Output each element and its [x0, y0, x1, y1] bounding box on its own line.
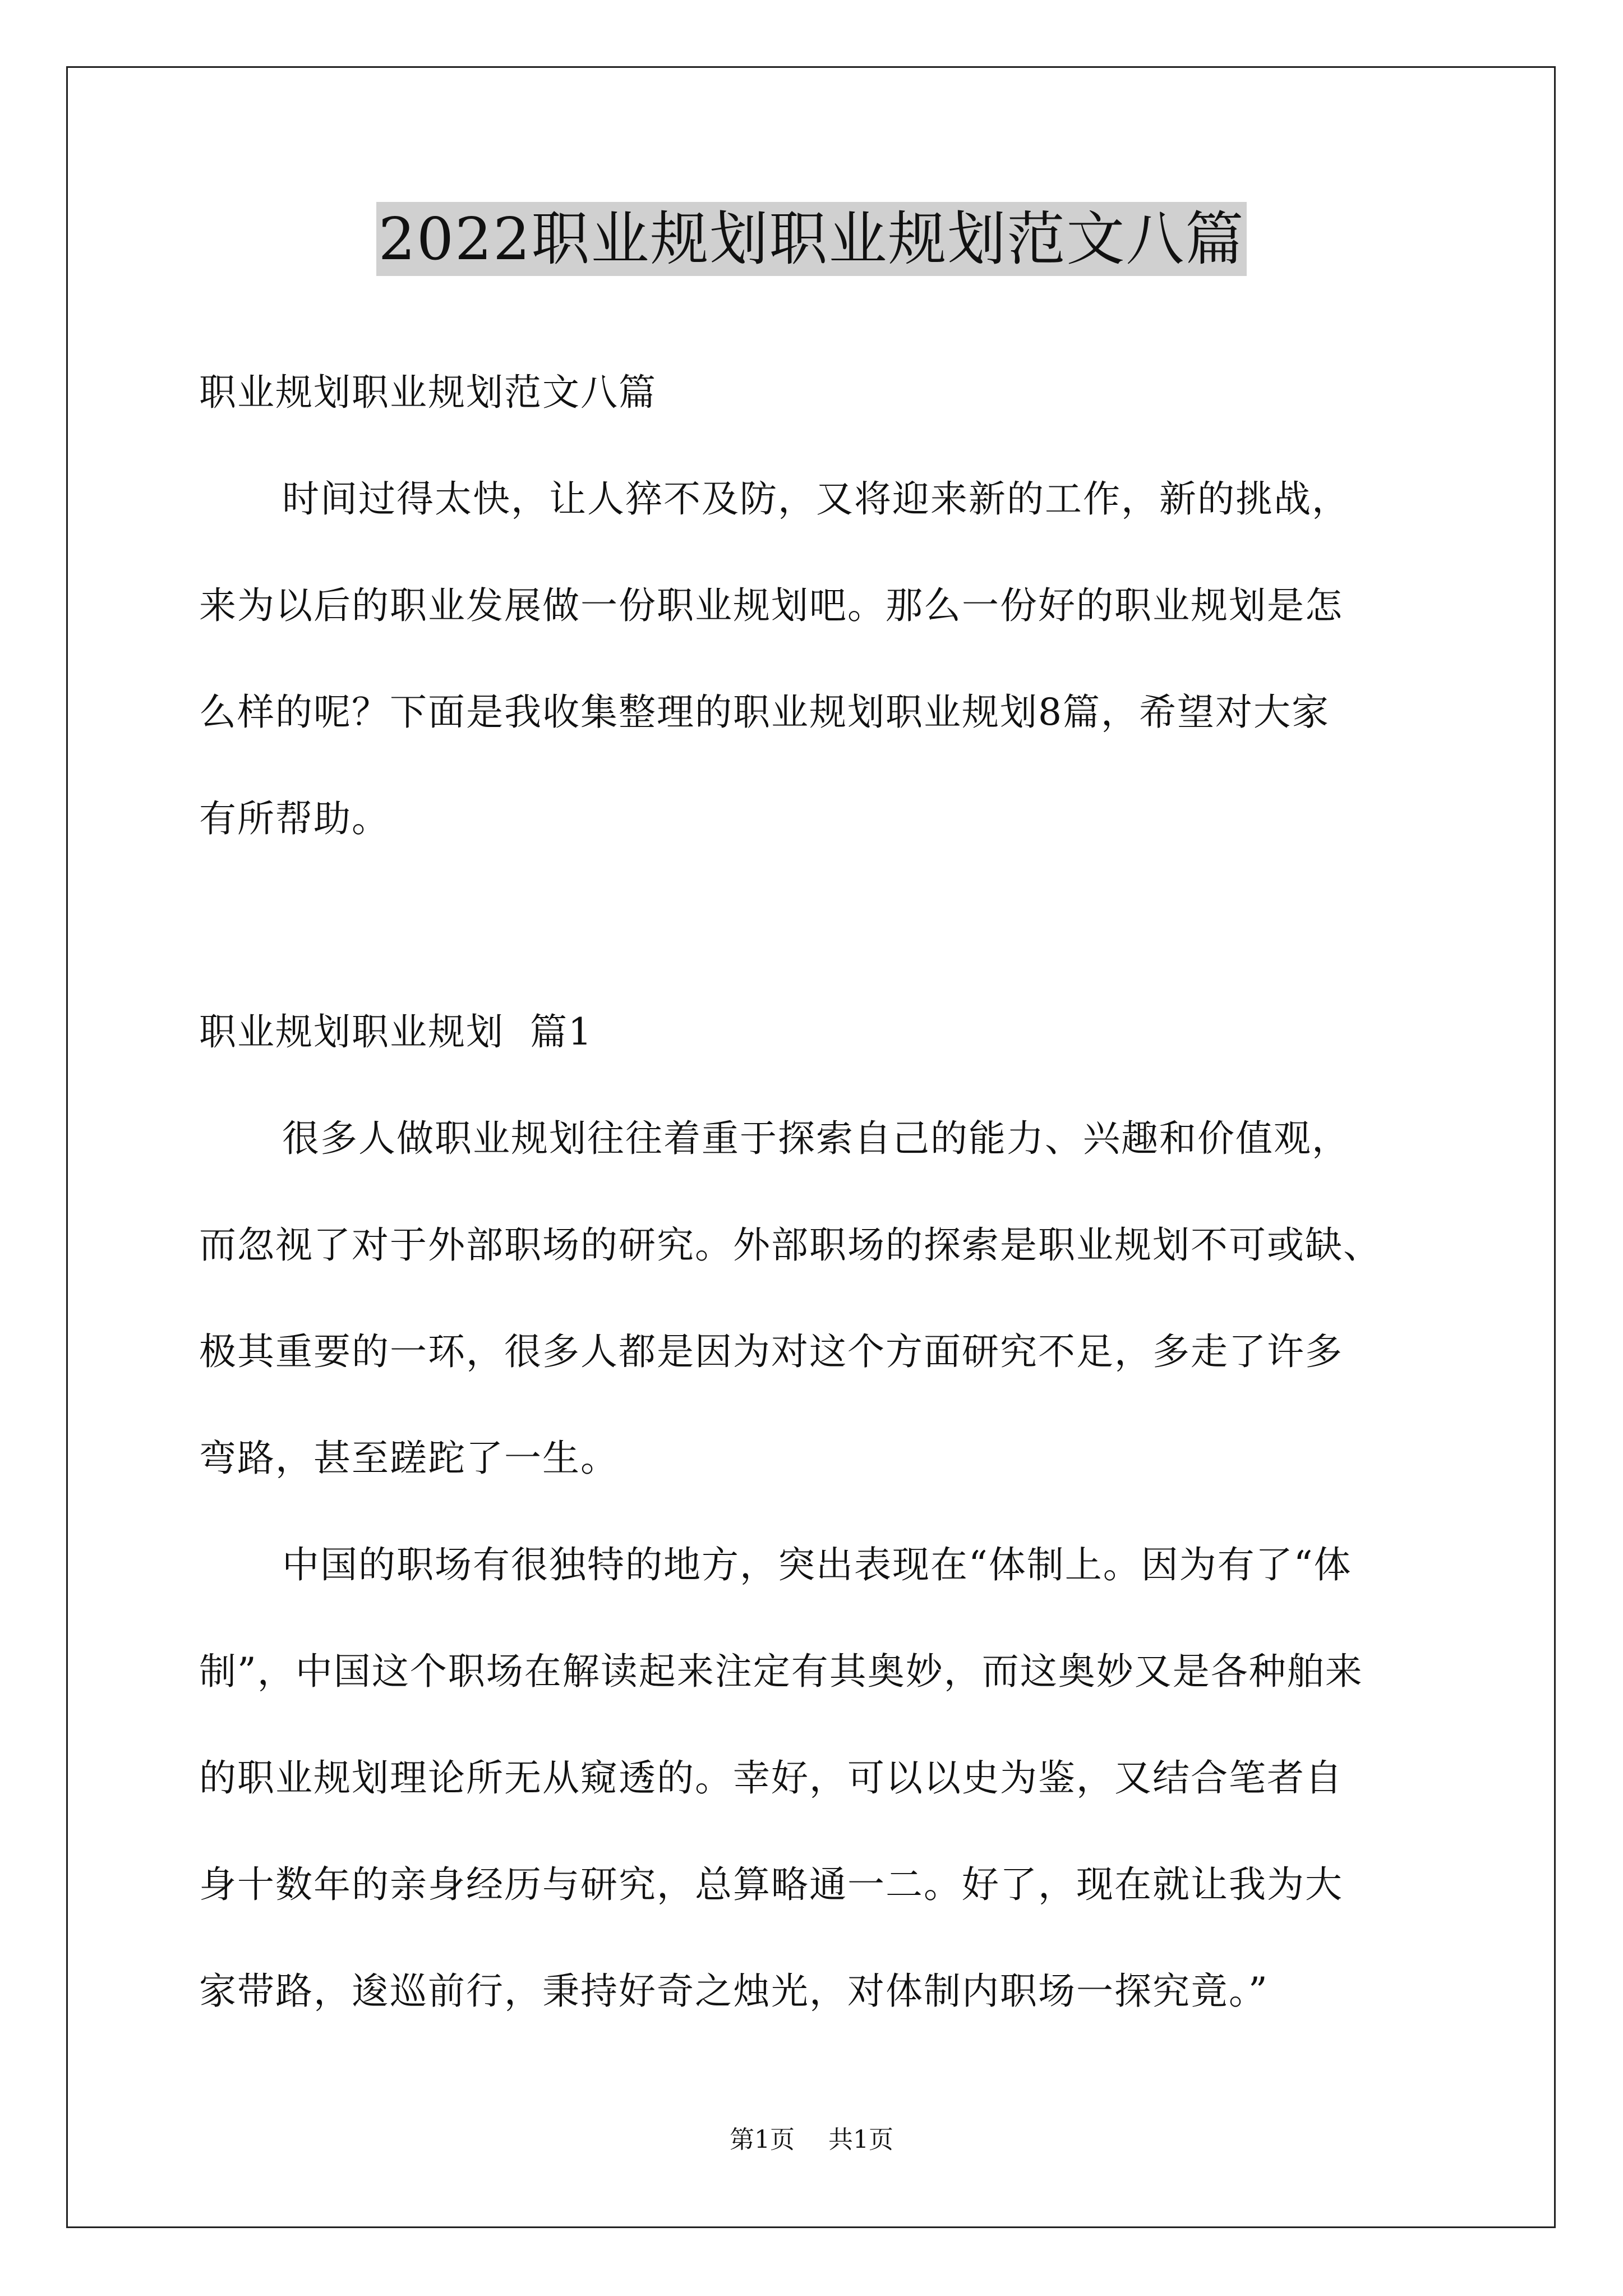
document-title: 2022职业规划职业规划范文八篇	[376, 202, 1247, 276]
section-heading: 职业规划职业规划 篇1	[199, 1010, 593, 1053]
paragraph-line: 么样的呢？下面是我收集整理的职业规划职业规划8篇，希望对大家	[199, 691, 1330, 734]
paragraph-line: 极其重要的一环，很多人都是因为对这个方面研究不足，多走了许多	[199, 1330, 1343, 1373]
page-number-current: 第1页	[730, 2125, 795, 2154]
section-spacer	[199, 892, 1433, 999]
paragraph-1	[199, 1105, 1433, 1531]
paragraph-2	[199, 1531, 1433, 2064]
document-body	[199, 359, 1433, 2064]
paragraph-line: 来为以后的职业发展做一份职业规划吧。那么一份好的职业规划是怎	[199, 584, 1343, 627]
paragraph-line: 身十数年的亲身经历与研究，总算略通一二。好了，现在就让我为大	[199, 1863, 1343, 1906]
page-number-total: 共1页	[828, 2125, 893, 2154]
paragraph-line: 弯路，甚至蹉跎了一生。	[199, 1437, 619, 1480]
paragraph-line: 制”，中国这个职场在解读起来注定有其奥妙，而这奥妙又是各种舶来	[199, 1650, 1363, 1693]
paragraph-line: 而忽视了对于外部职场的研究。外部职场的探索是职业规划不可或缺、	[199, 1223, 1381, 1267]
paragraph-line: 的职业规划理论所无从窥透的。幸好，可以以史为鉴，又结合笔者自	[199, 1756, 1343, 1800]
paragraph-line: 时间过得太快，让人猝不及防，又将迎来新的工作，新的挑战，	[282, 477, 1350, 521]
intro-paragraph	[199, 466, 1433, 892]
page-footer	[0, 2123, 1623, 2157]
paragraph-line: 家带路，逡巡前行，秉持好奇之烛光，对体制内职场一探究竟。”	[199, 1970, 1269, 2013]
paragraph-line: 很多人做职业规划往往着重于探索自己的能力、兴趣和价值观，	[282, 1117, 1350, 1160]
paragraph-line: 有所帮助。	[199, 797, 390, 840]
subtitle: 职业规划职业规划范文八篇	[199, 371, 657, 414]
paragraph-line: 中国的职场有很独特的地方，突出表现在“体制上。因为有了“体	[282, 1543, 1352, 1586]
title-container	[0, 202, 1623, 276]
